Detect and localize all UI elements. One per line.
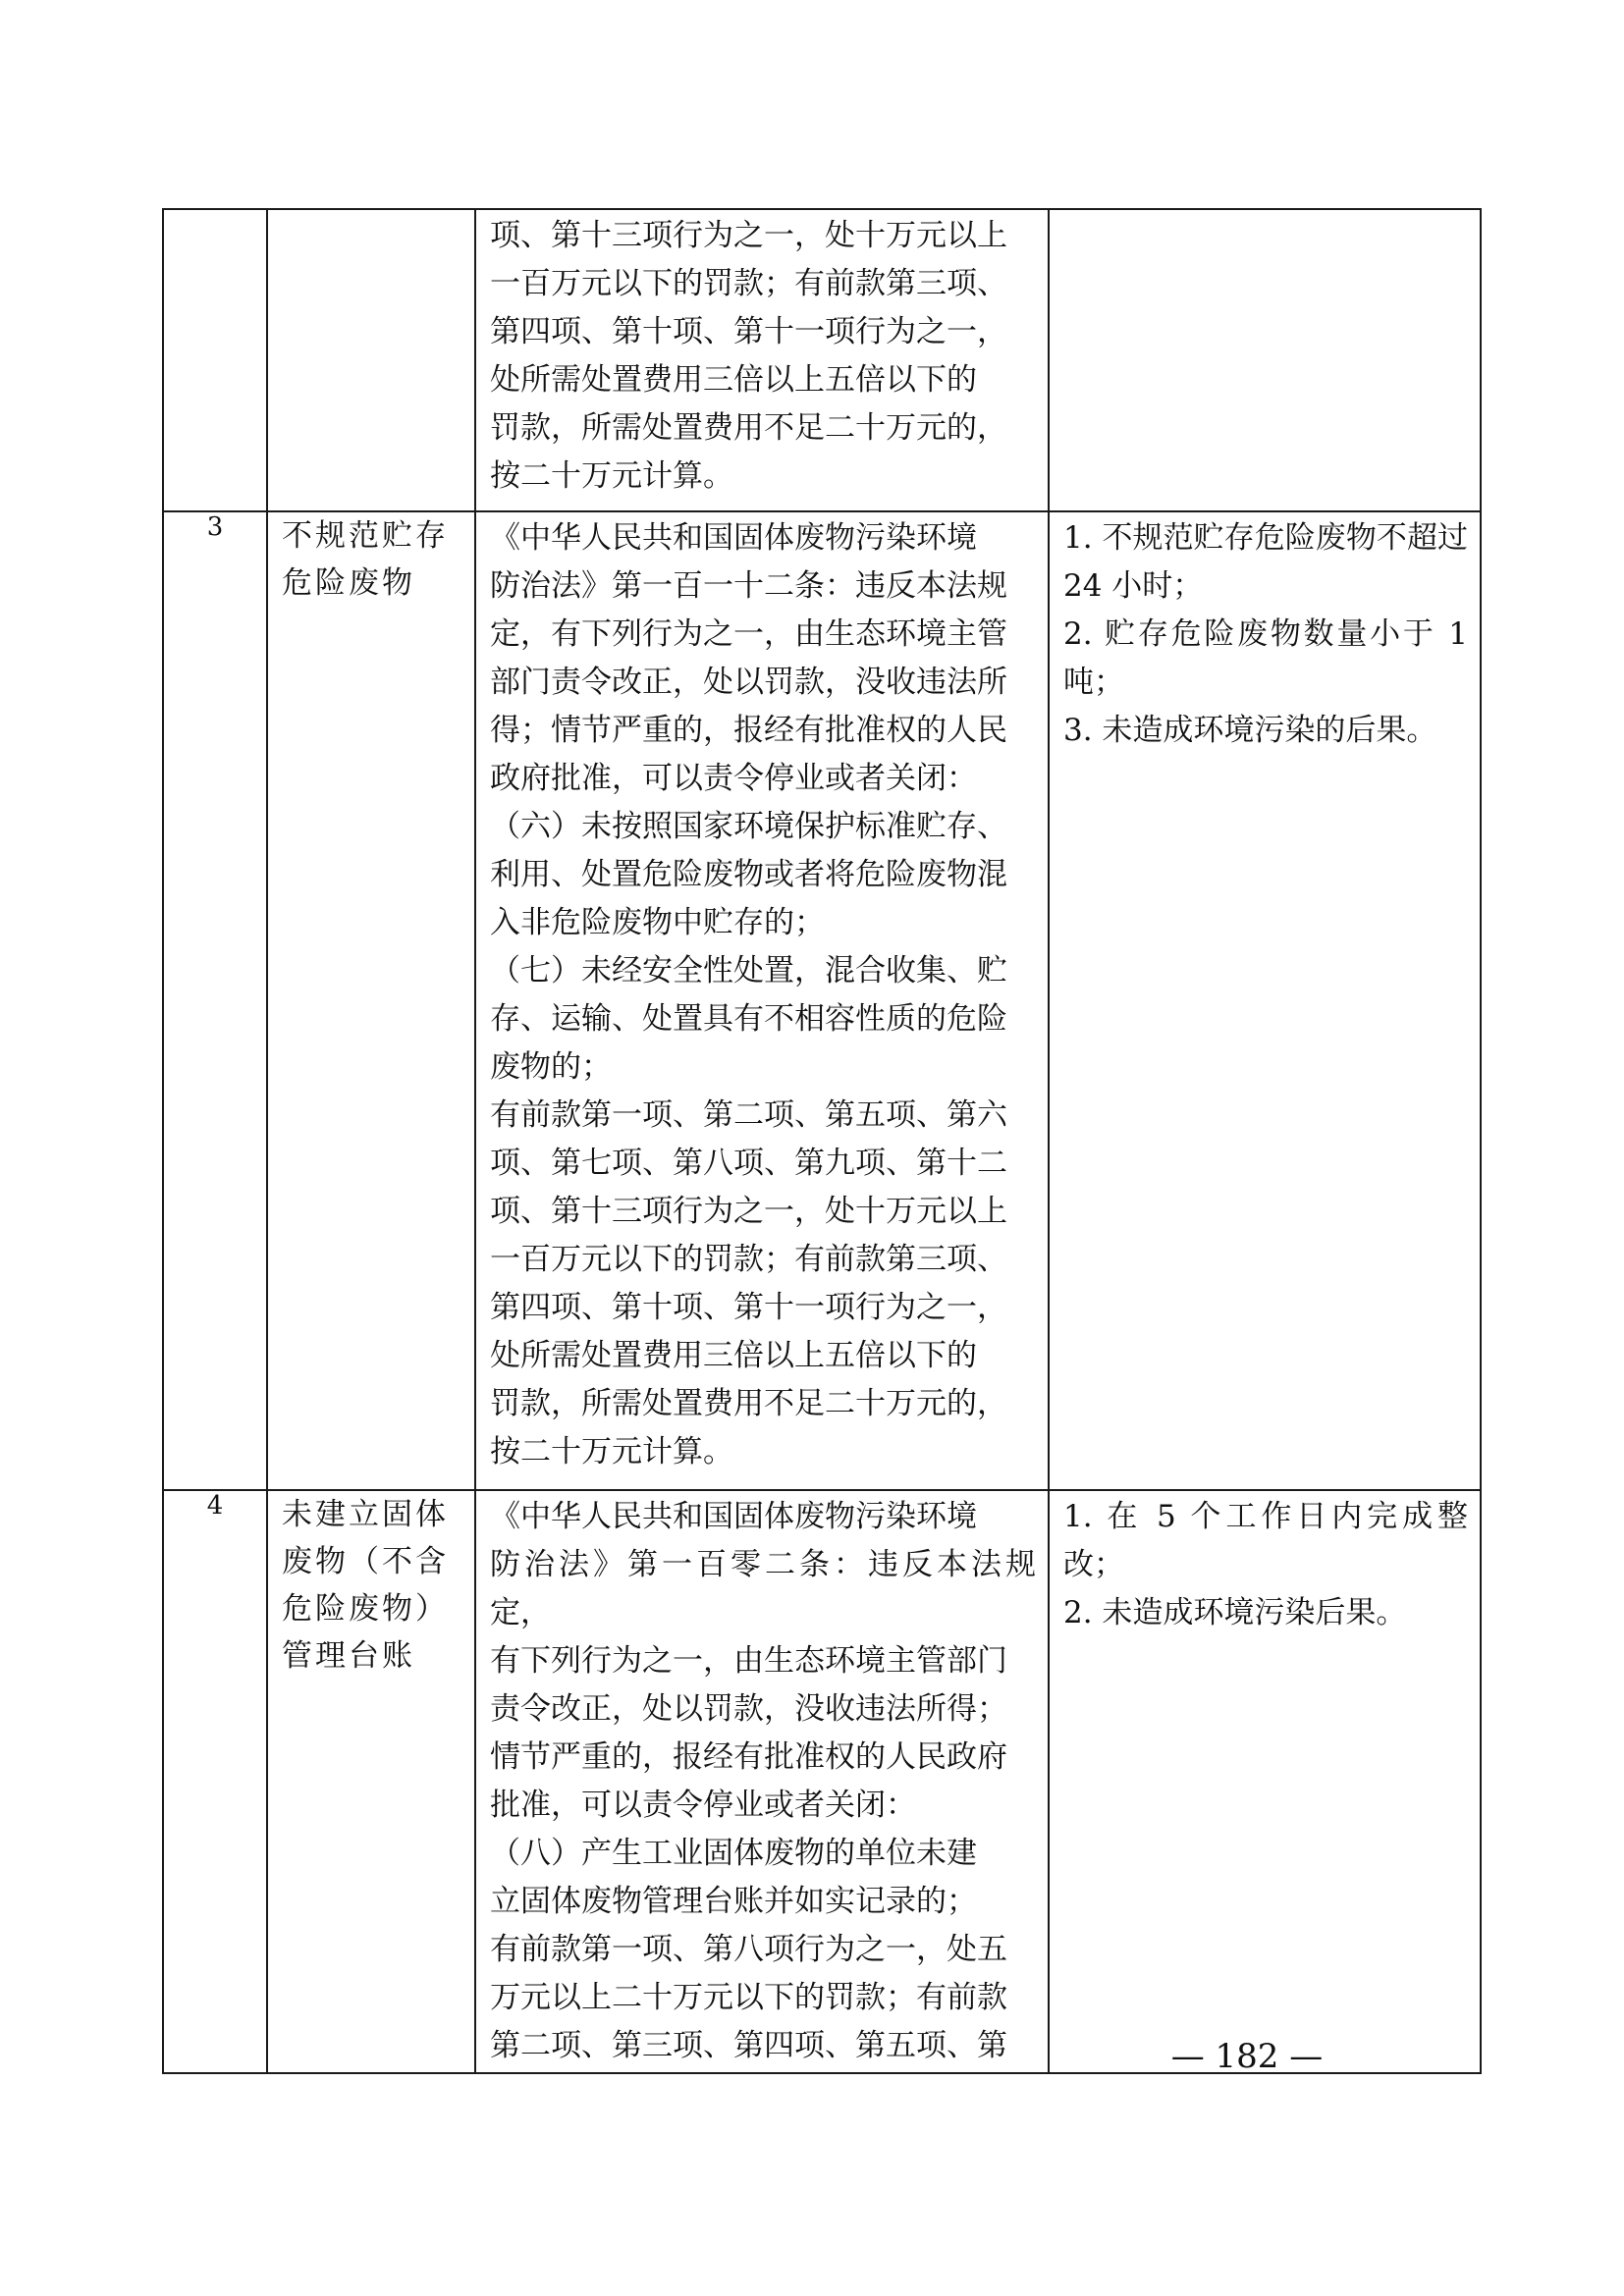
legal-basis-text [476, 512, 1048, 1478]
conditions-cell [1049, 209, 1481, 511]
legal-basis-line: 有前款第一项、第二项、第五项、第六 [490, 1097, 1007, 1133]
legal-basis-line: 防治法》第一百一十二条：违反本法规 [490, 568, 1007, 604]
legal-basis-line: 责令改正，处以罚款，没收违法所得； [490, 1691, 1007, 1727]
legal-basis-line: 入非危险废物中贮存的； [490, 905, 825, 940]
conditions-cell [1049, 511, 1481, 1490]
condition-item: 1. 在 5 个工作日内完成整改； [1063, 1499, 1468, 1582]
legal-basis-line: 批准，可以责令停业或者关闭： [490, 1788, 916, 1823]
legal-basis-line: 有下列行为之一，由生态环境主管部门 [490, 1643, 1007, 1679]
legal-basis-line: （八）产生工业固体废物的单位未建 [490, 1836, 977, 1871]
condition-item: 2. 贮存危险废物数量小于 1 吨； [1063, 616, 1468, 700]
row-number: 3 [206, 512, 224, 542]
legal-basis-line: 定，有下列行为之一，由生态环境主管 [490, 616, 1007, 652]
legal-basis-line: （六）未按照国家环境保护标准贮存、 [490, 809, 1007, 844]
penalty-table [162, 208, 1482, 2074]
row-number: 4 [206, 1491, 224, 1521]
legal-basis-line: 情节严重的，报经有批准权的人民政府 [490, 1739, 1007, 1775]
condition-item: 1. 不规范贮存危险废物不超过 24 小时； [1063, 520, 1468, 604]
legal-basis-line: 罚款，所需处置费用不足二十万元的， [490, 1386, 1007, 1421]
legal-basis-line: 存、运输、处置具有不相容性质的危险 [490, 1001, 1007, 1037]
legal-basis-text [476, 1491, 1048, 2072]
row-name-cell [267, 511, 475, 1490]
legal-basis-cell [475, 209, 1049, 511]
row-number-cell [163, 209, 267, 511]
legal-basis-line: 《中华人民共和国固体废物污染环境 [490, 520, 977, 556]
legal-basis-line: 处所需处置费用三倍以上五倍以下的 [490, 1338, 977, 1373]
legal-basis-line: 第四项、第十项、第十一项行为之一， [490, 1290, 1007, 1325]
condition-item: 2. 未造成环境污染后果。 [1063, 1595, 1407, 1630]
legal-basis-line: 立固体废物管理台账并如实记录的； [490, 1884, 977, 1919]
legal-basis-line: 得；情节严重的，报经有批准权的人民 [490, 713, 1007, 748]
legal-basis-line: 项、第十三项行为之一，处十万元以上 [490, 1194, 1007, 1229]
legal-basis-line: 按二十万元计算。 [490, 1434, 733, 1469]
table-row [163, 1490, 1481, 2073]
legal-basis-line: （七）未经安全性处置，混合收集、贮 [490, 953, 1007, 988]
row-number-cell [163, 511, 267, 1490]
legal-basis-line: 项、第七项、第八项、第九项、第十二 [490, 1146, 1007, 1181]
legal-basis-line: 项、第十三项行为之一，处十万元以上 [490, 218, 1007, 253]
legal-basis-cell [475, 511, 1049, 1490]
conditions-cell [1049, 1490, 1481, 2073]
condition-item: 3. 未造成环境污染的后果。 [1063, 713, 1437, 748]
legal-basis-cell [475, 1490, 1049, 2073]
row-number-cell [163, 1490, 267, 2073]
legal-basis-line: 一百万元以下的罚款；有前款第三项、 [490, 266, 1007, 301]
legal-basis-line: 万元以上二十万元以下的罚款；有前款 [490, 1980, 1007, 2015]
row-name: 不规范贮存危险废物 [282, 518, 449, 601]
legal-basis-line: 一百万元以下的罚款；有前款第三项、 [490, 1242, 1007, 1277]
row-name-cell [267, 1490, 475, 2073]
page-number: — 182 — [1170, 2037, 1324, 2076]
legal-basis-line: 罚款，所需处置费用不足二十万元的， [490, 410, 1007, 446]
row-name: 未建立固体废物（不含危险废物）管理台账 [282, 1497, 449, 1674]
legal-basis-line: 第四项、第十项、第十一项行为之一， [490, 314, 1007, 349]
table-row [163, 209, 1481, 511]
legal-basis-line: 利用、处置危险废物或者将危险废物混 [490, 857, 1007, 892]
legal-basis-text [476, 210, 1048, 503]
conditions-list [1050, 512, 1480, 757]
conditions-list [1050, 1491, 1480, 1639]
legal-basis-line: 部门责令改正，处以罚款，没收违法所 [490, 665, 1007, 700]
legal-basis-line: 废物的； [490, 1049, 612, 1085]
legal-basis-line: 处所需处置费用三倍以上五倍以下的 [490, 362, 977, 398]
legal-basis-line: 《中华人民共和国固体废物污染环境 [490, 1499, 977, 1534]
legal-basis-line: 第二项、第三项、第四项、第五项、第 [490, 2028, 1007, 2063]
table-row [163, 511, 1481, 1490]
legal-basis-line: 有前款第一项、第八项行为之一，处五 [490, 1932, 1007, 1967]
legal-basis-line: 按二十万元计算。 [490, 458, 733, 494]
row-name-cell [267, 209, 475, 511]
legal-basis-line: 防治法》第一百零二条：违反本法规定， [490, 1547, 1036, 1630]
legal-basis-line: 政府批准，可以责令停业或者关闭： [490, 761, 977, 796]
